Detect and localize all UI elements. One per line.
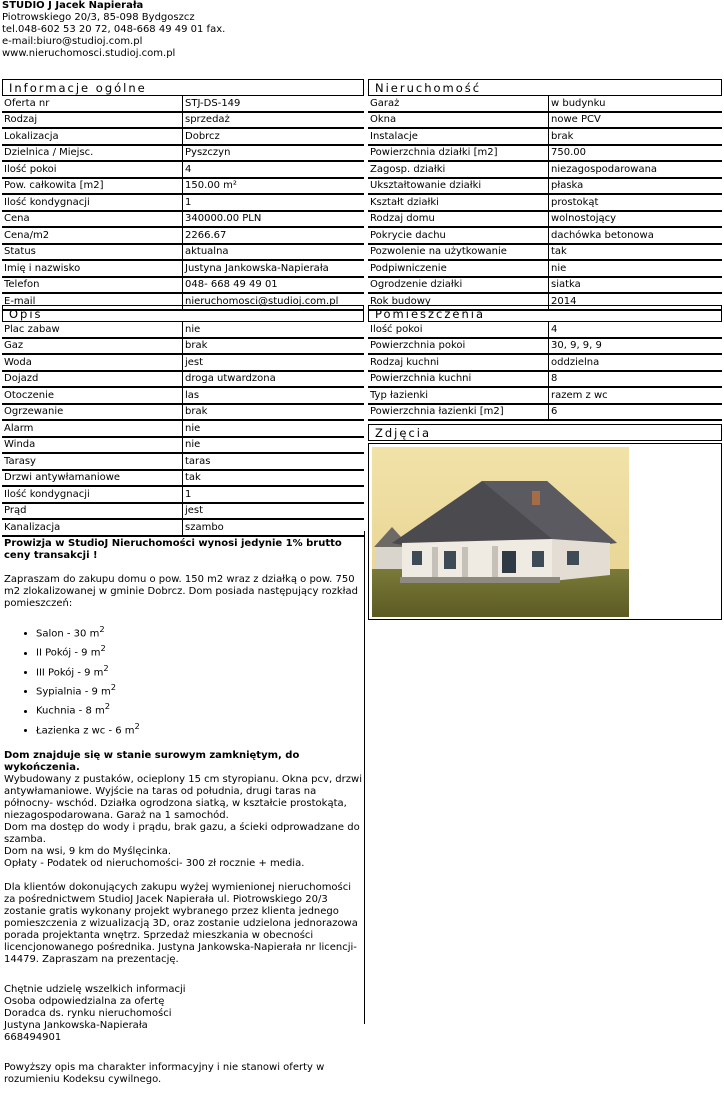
property-value: niezagospodarowana <box>549 161 723 178</box>
property-value: 2014 <box>549 293 723 310</box>
general-info-value: nieruchomosci@studioj.com.pl <box>183 293 365 310</box>
fees-text: Opłaty - Podatek od nieruchomości- 300 zł rocznie + media. <box>4 857 305 869</box>
property-row <box>368 145 722 162</box>
opis-label: Drzwi antywłamaniowe <box>2 470 183 487</box>
rooms-value: 30, 9, 9, 9 <box>549 338 723 355</box>
description <box>4 538 362 1098</box>
opis-row <box>2 453 364 470</box>
opis-label: Tarasy <box>2 453 183 470</box>
rooms-row <box>368 404 722 421</box>
contact-line: Doradca ds. rynku nieruchomości <box>4 1007 172 1019</box>
property-table <box>368 96 722 311</box>
property-value: wolnostojący <box>549 211 723 228</box>
general-info-row <box>2 178 364 195</box>
property-label: Powierzchnia działki [m2] <box>368 145 549 162</box>
contact-line: Chętnie udzielę wszelkich informacji <box>4 983 186 995</box>
agency-email: e-mail:biuro@studioj.com.pl <box>2 36 143 47</box>
contact-block <box>4 984 362 1044</box>
photos-section <box>368 424 722 441</box>
general-info-row <box>2 145 364 162</box>
general-info-value: 340000.00 PLN <box>183 211 365 228</box>
agency-header <box>2 0 225 60</box>
property-value: tak <box>549 244 723 261</box>
access-text: Dom ma dostęp do wody i prądu, brak gazu, a ścieki odprowadzane do szamba. <box>4 821 360 845</box>
room-list-item <box>36 641 362 660</box>
room-list-unit-sup: 2 <box>104 701 111 712</box>
room-list-unit-sup: 2 <box>103 662 109 673</box>
general-info-row <box>2 112 364 129</box>
rooms-label: Powierzchnia kuchni <box>368 371 549 388</box>
disclaimer: Powyższy opis ma charakter informacyjny i nie stanowi oferty w rozumieniu Kodeksu cywilnego. <box>4 1061 325 1085</box>
general-info-label: E-mail <box>2 293 183 310</box>
general-info-section <box>2 79 364 311</box>
general-info-value: 2266.67 <box>183 227 365 244</box>
general-info-label: Ilość pokoi <box>2 161 183 178</box>
opis-table <box>2 322 364 537</box>
property-label: Ukształtowanie działki <box>368 178 549 195</box>
opis-value: brak <box>183 404 365 421</box>
rooms-row <box>368 322 722 338</box>
general-info-label: Telefon <box>2 277 183 294</box>
opis-row <box>2 322 364 338</box>
general-info-row <box>2 227 364 244</box>
general-info-title: Informacje ogólne <box>2 79 364 96</box>
property-value: nowe PCV <box>549 112 723 129</box>
general-info-label: Oferta nr <box>2 96 183 112</box>
room-list-text: Kuchnia - 8 m <box>36 705 105 717</box>
rooms-label: Typ łazienki <box>368 387 549 404</box>
property-row <box>368 194 722 211</box>
clients-text: Dla klientów dokonujących zakupu wyżej wymienionej nieruchomości za pośrednictwem StudioJ Jacek Napierała ul. Piotrowskiego 20/3 zostanie gratis wykonany projekt wybranego przez klienta jednego pomieszczenia z wizualizacją 3D, oraz zostanie udzielona jednorazowa porada projektanta wnętrz. Sprzedaż mieszkania w obecności licencjonowanego pośrednika. Justyna Jankowska-Napierała nr licencji- 14479. Zapraszam na prezentację. <box>4 881 358 965</box>
property-label: Rok budowy <box>368 293 549 310</box>
general-info-value: Pyszczyn <box>183 145 365 162</box>
opis-row <box>2 503 364 520</box>
general-info-value: Justyna Jankowska-Napierała <box>183 260 365 277</box>
general-info-value: aktualna <box>183 244 365 261</box>
opis-title: Opis <box>2 305 364 322</box>
property-row <box>368 277 722 294</box>
opis-label: Winda <box>2 437 183 454</box>
room-list-item <box>36 661 362 680</box>
rooms-row <box>368 387 722 404</box>
rooms-row <box>368 338 722 355</box>
general-info-label: Ilość kondygnacji <box>2 194 183 211</box>
property-row <box>368 178 722 195</box>
property-label: Garaż <box>368 96 549 112</box>
room-list-text: Sypialnia - 9 m <box>36 686 111 698</box>
property-value: 750.00 <box>549 145 723 162</box>
general-info-row <box>2 260 364 277</box>
property-value: w budynku <box>549 96 723 112</box>
state-text: Wybudowany z pustaków, ocieplony 15 cm styropianu. Okna pcv, drzwi antywłamaniowe. Wyjście na taras od południa, drugi taras na północny- wschód. Działka ogrodzona siatką, w kształcie prostokąta, niezagospodarowana. Garaż na 1 samochód. <box>4 773 362 821</box>
opis-value: tak <box>183 470 365 487</box>
property-label: Podpiwniczenie <box>368 260 549 277</box>
general-info-label: Status <box>2 244 183 261</box>
general-info-row <box>2 244 364 261</box>
general-info-label: Cena/m2 <box>2 227 183 244</box>
opis-value: jest <box>183 503 365 520</box>
property-row <box>368 244 722 261</box>
rooms-table <box>368 322 722 421</box>
property-value: siatka <box>549 277 723 294</box>
room-list-unit-sup: 2 <box>100 643 106 654</box>
rooms-title: Pomieszczenia <box>368 305 722 322</box>
general-info-value: 150.00 m² <box>183 178 365 195</box>
general-info-row <box>2 128 364 145</box>
property-row <box>368 96 722 112</box>
property-label: Okna <box>368 112 549 129</box>
opis-value: brak <box>183 338 365 355</box>
opis-label: Ogrzewanie <box>2 404 183 421</box>
opis-label: Woda <box>2 354 183 371</box>
house-photo[interactable] <box>372 447 629 617</box>
rooms-label: Powierzchnia łazienki [m2] <box>368 404 549 421</box>
opis-label: Prąd <box>2 503 183 520</box>
property-label: Rodzaj domu <box>368 211 549 228</box>
opis-label: Gaz <box>2 338 183 355</box>
room-list-item <box>36 699 362 718</box>
room-list-text: Salon - 30 m <box>36 628 100 640</box>
rooms-value: razem z wc <box>549 387 723 404</box>
photos-title: Zdjęcia <box>368 424 722 441</box>
property-value: brak <box>549 128 723 145</box>
opis-value: nie <box>183 437 365 454</box>
room-list-item <box>36 680 362 699</box>
rooms-section <box>368 305 722 421</box>
general-info-value: 048- 668 49 49 01 <box>183 277 365 294</box>
general-info-table <box>2 96 364 311</box>
opis-value: taras <box>183 453 365 470</box>
opis-label: Ilość kondygnacji <box>2 486 183 503</box>
opis-row <box>2 354 364 371</box>
property-row <box>368 112 722 129</box>
rooms-value: oddzielna <box>549 354 723 371</box>
agency-name: STUDIO J Jacek Napierała <box>2 0 144 11</box>
contact-line: 668494901 <box>4 1031 62 1043</box>
agency-phone: tel.048-602 53 20 72, 048-668 49 49 01 fax. <box>2 24 226 35</box>
opis-label: Dojazd <box>2 371 183 388</box>
general-info-value: 4 <box>183 161 365 178</box>
property-section <box>368 79 722 311</box>
room-list-item <box>36 719 362 738</box>
contact-line: Justyna Jankowska-Napierała <box>4 1019 148 1031</box>
opis-value: droga utwardzona <box>183 371 365 388</box>
rooms-row <box>368 371 722 388</box>
room-list-text: Łazienka z wc - 6 m <box>36 724 135 736</box>
opis-label: Otoczenie <box>2 387 183 404</box>
property-row <box>368 227 722 244</box>
opis-label: Kanalizacja <box>2 519 183 536</box>
room-list-unit-sup: 2 <box>110 681 117 692</box>
opis-value: 1 <box>183 486 365 503</box>
opis-row <box>2 519 364 536</box>
commission-note: Prowizja w StudioJ Nieruchomości wynosi jedynie 1% brutto ceny transakcji ! <box>4 538 342 561</box>
opis-section <box>2 305 364 537</box>
property-value: prostokąt <box>549 194 723 211</box>
general-info-label: Cena <box>2 211 183 228</box>
general-info-label: Imię i nazwisko <box>2 260 183 277</box>
property-value: nie <box>549 260 723 277</box>
property-label: Zagosp. działki <box>368 161 549 178</box>
rooms-list <box>4 622 362 738</box>
state-heading: Dom znajduje się w stanie surowym zamkniętym, do wykończenia. <box>4 749 300 773</box>
room-list-item <box>36 622 362 641</box>
photo-frame <box>368 443 722 620</box>
agency-address: Piotrowskiego 20/3, 85-098 Bydgoszcz <box>2 12 195 23</box>
general-info-label: Pow. całkowita [m2] <box>2 178 183 195</box>
general-info-row <box>2 194 364 211</box>
general-info-label: Dzielnica / Miejsc. <box>2 145 183 162</box>
general-info-value: Dobrcz <box>183 128 365 145</box>
general-info-row <box>2 277 364 294</box>
general-info-row <box>2 161 364 178</box>
room-list-text: III Pokój - 9 m <box>36 666 104 678</box>
property-label: Ogrodzenie działki <box>368 277 549 294</box>
opis-row <box>2 404 364 421</box>
opis-value: jest <box>183 354 365 371</box>
opis-row <box>2 486 364 503</box>
opis-value: szambo <box>183 519 365 536</box>
property-row <box>368 161 722 178</box>
rooms-value: 4 <box>549 322 723 338</box>
property-row <box>368 128 722 145</box>
rooms-label: Ilość pokoi <box>368 322 549 338</box>
property-row <box>368 260 722 277</box>
room-list-text: II Pokój - 9 m <box>36 647 101 659</box>
rooms-value: 8 <box>549 371 723 388</box>
opis-value: nie <box>183 420 365 437</box>
property-label: Kształt działki <box>368 194 549 211</box>
opis-value: las <box>183 387 365 404</box>
opis-label: Plac zabaw <box>2 322 183 338</box>
location-text: Dom na wsi, 9 km do Myślęcinka. <box>4 845 172 857</box>
property-title: Nieruchomość <box>368 79 722 96</box>
property-value: płaska <box>549 178 723 195</box>
opis-row <box>2 470 364 487</box>
general-info-value: sprzedaż <box>183 112 365 129</box>
general-info-label: Rodzaj <box>2 112 183 129</box>
opis-row <box>2 338 364 355</box>
general-info-row <box>2 96 364 112</box>
property-label: Instalacje <box>368 128 549 145</box>
general-info-label: Lokalizacja <box>2 128 183 145</box>
opis-row <box>2 420 364 437</box>
divider <box>364 531 365 1024</box>
contact-line: Osoba odpowiedzialna za ofertę <box>4 995 165 1007</box>
description-intro: Zapraszam do zakupu domu o pow. 150 m2 wraz z działką o pow. 750 m2 zlokalizowanej w gminie Dobrcz. Dom posiada następujący rozkład pomieszczeń: <box>4 574 358 609</box>
general-info-value: 1 <box>183 194 365 211</box>
rooms-value: 6 <box>549 404 723 421</box>
opis-row <box>2 387 364 404</box>
rooms-label: Powierzchnia pokoi <box>368 338 549 355</box>
property-value: dachówka betonowa <box>549 227 723 244</box>
opis-row <box>2 371 364 388</box>
opis-value: nie <box>183 322 365 338</box>
general-info-row <box>2 211 364 228</box>
property-row <box>368 211 722 228</box>
opis-label: Alarm <box>2 420 183 437</box>
opis-row <box>2 437 364 454</box>
rooms-row <box>368 354 722 371</box>
room-list-unit-sup: 2 <box>99 624 105 634</box>
general-info-value: STJ-DS-149 <box>183 96 365 112</box>
room-list-unit-sup: 2 <box>134 720 140 731</box>
rooms-label: Rodzaj kuchni <box>368 354 549 371</box>
agency-website: www.nieruchomosci.studioj.com.pl <box>2 48 176 59</box>
property-label: Pokrycie dachu <box>368 227 549 244</box>
property-label: Pozwolenie na użytkowanie <box>368 244 549 261</box>
